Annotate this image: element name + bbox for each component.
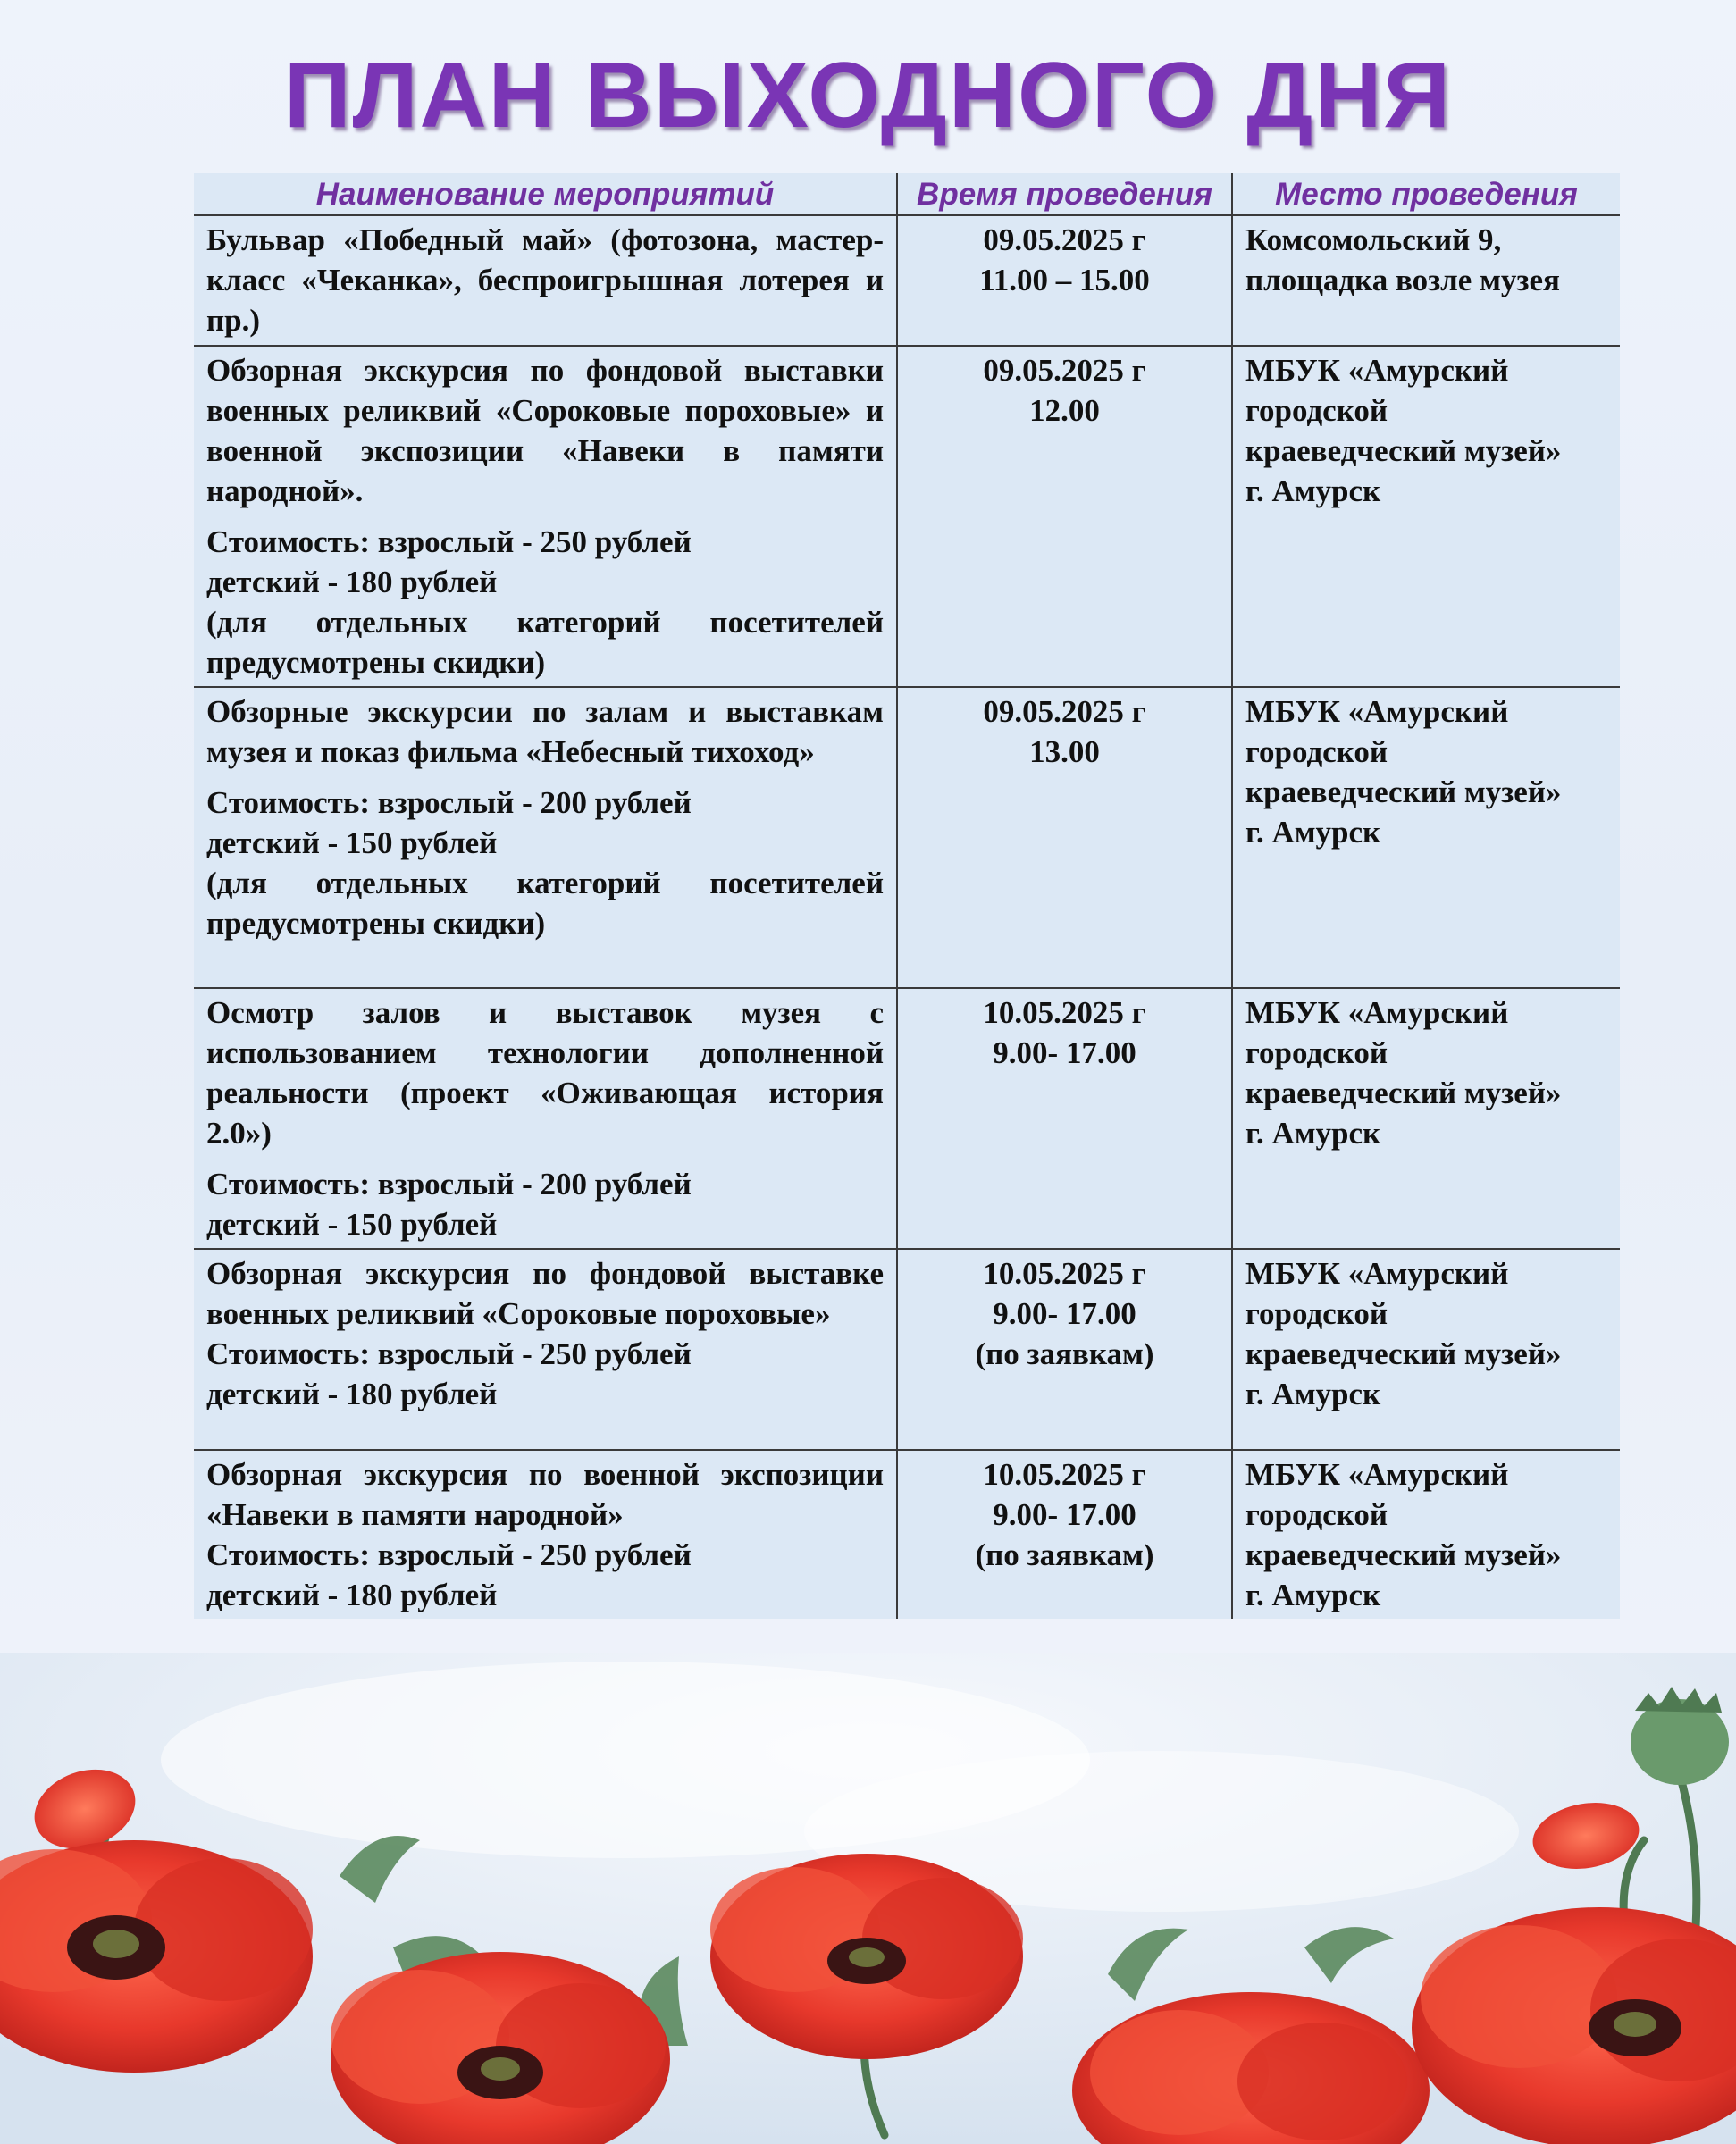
- event-description: Бульвар «Победный май» (фотозона, мастер-класс «Чеканка», беспроигрышная лотерея и пр.): [206, 222, 884, 338]
- event-description: Обзорная экскурсия по военной экспозиции «Навеки в памяти народной»: [206, 1457, 884, 1532]
- page-title: ПЛАН ВЫХОДНОГО ДНЯ: [283, 44, 1453, 147]
- event-description: Осмотр залов и выставок музея с использованием технологии дополненной реальности (проект «Оживающая история 2.0»): [206, 995, 884, 1151]
- event-cell: [194, 215, 897, 346]
- events-table: [194, 173, 1620, 1619]
- price-child: детский - 180 рублей: [206, 565, 498, 599]
- place-line: городской: [1245, 1497, 1388, 1532]
- price-child: детский - 180 рублей: [206, 1377, 498, 1411]
- time-cell: [897, 1450, 1232, 1619]
- price-adult: Стоимость: взрослый - 200 рублей: [206, 785, 692, 820]
- event-hours: 9.00- 17.00: [993, 1497, 1136, 1532]
- place-cell: [1232, 215, 1620, 346]
- place-line: городской: [1245, 734, 1388, 769]
- place-line: МБУК «Амурский: [1245, 694, 1509, 729]
- price-adult: Стоимость: взрослый - 250 рублей: [206, 1537, 692, 1572]
- place-line: г. Амурск: [1245, 473, 1381, 508]
- place-line: Комсомольский 9,: [1245, 222, 1502, 257]
- place-line: краеведческий музей»: [1245, 1076, 1562, 1110]
- time-cell: [897, 1249, 1232, 1450]
- event-cell: [194, 346, 897, 687]
- price-adult: Стоимость: взрослый - 250 рублей: [206, 524, 692, 559]
- event-description: Обзорные экскурсии по залам и выставкам музея и показ фильма «Небесный тихоход»: [206, 694, 884, 769]
- event-date: 09.05.2025 г: [983, 353, 1146, 388]
- event-cell: [194, 1450, 897, 1619]
- event-hours: 9.00- 17.00: [993, 1035, 1136, 1070]
- discount-note: (для отдельных категорий посетителей предусмотрены скидки): [206, 605, 884, 680]
- event-cell: [194, 1249, 897, 1450]
- place-line: г. Амурск: [1245, 815, 1381, 850]
- table-row: [194, 687, 1620, 988]
- place-line: городской: [1245, 1035, 1388, 1070]
- time-cell: [897, 988, 1232, 1249]
- place-cell: [1232, 988, 1620, 1249]
- header-place: Место проведения: [1232, 173, 1620, 215]
- time-cell: [897, 346, 1232, 687]
- place-line: городской: [1245, 393, 1388, 428]
- price-child: детский - 150 рублей: [206, 1207, 498, 1242]
- header-event-name: Наименование мероприятий: [194, 173, 897, 215]
- price-adult: Стоимость: взрослый - 200 рублей: [206, 1167, 692, 1202]
- event-hours: 11.00 – 15.00: [979, 263, 1150, 297]
- table-header-row: [194, 173, 1620, 215]
- place-line: МБУК «Амурский: [1245, 1457, 1509, 1492]
- place-line: краеведческий музей»: [1245, 433, 1562, 468]
- table-row: [194, 1249, 1620, 1450]
- event-date: 09.05.2025 г: [983, 694, 1146, 729]
- event-date: 10.05.2025 г: [983, 995, 1146, 1030]
- table-row: [194, 1450, 1620, 1619]
- event-note: (по заявкам): [975, 1336, 1154, 1371]
- price-child: детский - 180 рублей: [206, 1578, 498, 1612]
- place-line: площадка возле музея: [1245, 263, 1560, 297]
- event-cell: [194, 687, 897, 988]
- poppy-pod-icon: [1631, 1687, 1729, 1785]
- poppy-flower-icon: [1412, 1907, 1736, 2144]
- time-cell: [897, 687, 1232, 988]
- event-hours: 13.00: [1029, 734, 1100, 769]
- table-row: [194, 346, 1620, 687]
- event-cell: [194, 988, 897, 1249]
- place-line: краеведческий музей»: [1245, 1336, 1562, 1371]
- event-date: 10.05.2025 г: [983, 1256, 1146, 1291]
- place-cell: [1232, 1249, 1620, 1450]
- event-hours: 12.00: [1029, 393, 1100, 428]
- header-time: Время проведения: [897, 173, 1232, 215]
- place-line: г. Амурск: [1245, 1377, 1381, 1411]
- poppy-flower-icon: [710, 1854, 1023, 2059]
- place-cell: [1232, 687, 1620, 988]
- place-line: краеведческий музей»: [1245, 1537, 1562, 1572]
- time-cell: [897, 215, 1232, 346]
- place-line: МБУК «Амурский: [1245, 353, 1509, 388]
- table-row: [194, 215, 1620, 346]
- event-description: Обзорная экскурсия по фондовой выставке военных реликвий «Сороковые пороховые»: [206, 1256, 884, 1331]
- event-hours: 9.00- 17.00: [993, 1296, 1136, 1331]
- discount-note: (для отдельных категорий посетителей предусмотрены скидки): [206, 866, 884, 941]
- table-row: [194, 988, 1620, 1249]
- place-line: г. Амурск: [1245, 1578, 1381, 1612]
- event-date: 10.05.2025 г: [983, 1457, 1146, 1492]
- price-adult: Стоимость: взрослый - 250 рублей: [206, 1336, 692, 1371]
- place-line: городской: [1245, 1296, 1388, 1331]
- poppy-flowers-illustration: [0, 1653, 1736, 2144]
- price-child: детский - 150 рублей: [206, 825, 498, 860]
- place-cell: [1232, 346, 1620, 687]
- place-line: МБУК «Амурский: [1245, 1256, 1509, 1291]
- place-line: МБУК «Амурский: [1245, 995, 1509, 1030]
- event-note: (по заявкам): [975, 1537, 1154, 1572]
- place-line: краеведческий музей»: [1245, 775, 1562, 809]
- place-cell: [1232, 1450, 1620, 1619]
- event-description: Обзорная экскурсия по фондовой выставки военных реликвий «Сороковые пороховые» и военной экспозиции «Навеки в памяти народной».: [206, 353, 884, 508]
- place-line: г. Амурск: [1245, 1116, 1381, 1151]
- event-date: 09.05.2025 г: [983, 222, 1146, 257]
